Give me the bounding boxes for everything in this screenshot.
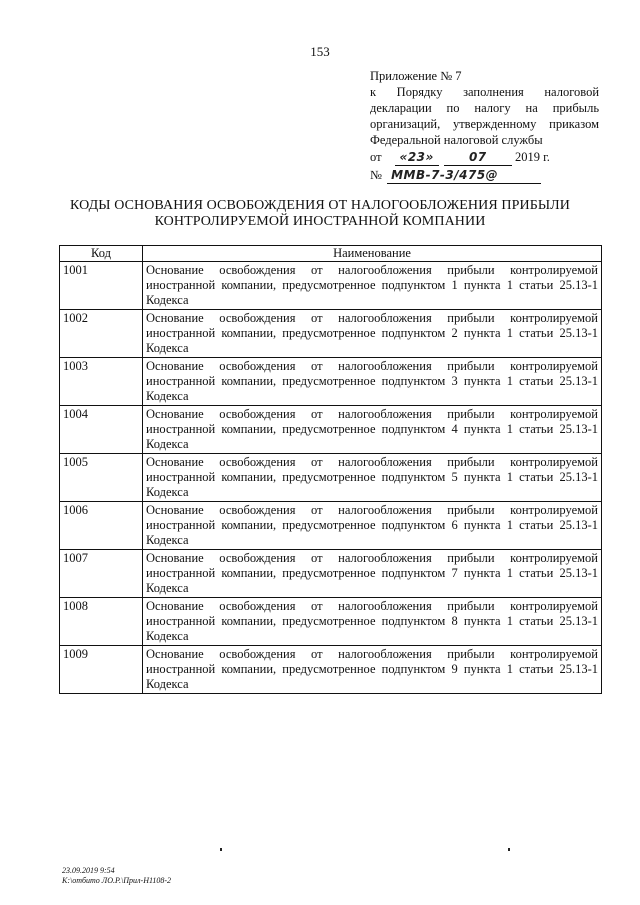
scan-mark (508, 848, 510, 851)
row-name: Основание освобождения от налогообложения прибыли контролируемой иностранной компании, предусмотренное подпунктом 4 пункта 1 статьи 25.13-1 Кодекса (143, 406, 602, 454)
appendix-line-5: Федеральной налоговой службы (370, 133, 543, 147)
table-row (60, 550, 602, 598)
order-number (370, 167, 599, 184)
date-year: 2019 г. (514, 150, 550, 164)
appendix-word: по (446, 101, 460, 115)
row-code: 1003 (60, 358, 143, 406)
row-name: Основание освобождения от налогообложения прибыли контролируемой иностранной компании, предусмотренное подпунктом 3 пункта 1 статьи 25.13-1 Кодекса (143, 358, 602, 406)
row-code: 1002 (60, 310, 143, 358)
appendix-word: организаций, (370, 117, 441, 131)
page-number: 153 (310, 44, 330, 59)
row-name: Основание освобождения от налогообложения прибыли контролируемой иностранной компании, предусмотренное подпунктом 5 пункта 1 статьи 25.13-1 Кодекса (143, 454, 602, 502)
codes-table (59, 245, 602, 694)
number-prefix: № (370, 168, 382, 182)
appendix-line-2 (370, 84, 599, 100)
title-line-2: КОНТРОЛИРУЕМОЙ ИНОСТРАННОЙ КОМПАНИИ (154, 214, 486, 229)
appendix-word: к (370, 85, 377, 99)
title-line-1: КОДЫ ОСНОВАНИЯ ОСВОБОЖДЕНИЯ ОТ НАЛОГООБЛОЖЕНИЯ ПРИБЫЛИ (70, 198, 570, 213)
row-code: 1008 (60, 598, 143, 646)
table-row (60, 598, 602, 646)
print-footer (62, 866, 171, 886)
scan-mark (220, 848, 222, 851)
table-row (60, 262, 602, 310)
date-prefix: от (370, 150, 382, 164)
table-row (60, 646, 602, 694)
row-code: 1004 (60, 406, 143, 454)
table-row (60, 358, 602, 406)
appendix-word: декларации (370, 101, 432, 115)
date-month: 07 (444, 149, 512, 166)
table-row (60, 310, 602, 358)
row-code: 1009 (60, 646, 143, 694)
row-code: 1005 (60, 454, 143, 502)
row-name: Основание освобождения от налогообложения прибыли контролируемой иностранной компании, предусмотренное подпунктом 9 пункта 1 статьи 25.13-1 Кодекса (143, 646, 602, 694)
appendix-title: Приложение № 7 (370, 69, 462, 83)
appendix-line-3 (370, 100, 599, 116)
appendix-word: на (525, 101, 538, 115)
order-date (370, 149, 599, 166)
row-name: Основание освобождения от налогообложения прибыли контролируемой иностранной компании, предусмотренное подпунктом 6 пункта 1 статьи 25.13-1 Кодекса (143, 502, 602, 550)
appendix-block (370, 68, 599, 184)
header-code: Код (60, 246, 143, 262)
header-name: Наименование (143, 246, 602, 262)
table-row (60, 502, 602, 550)
row-name: Основание освобождения от налогообложения прибыли контролируемой иностранной компании, предусмотренное подпунктом 2 пункта 1 статьи 25.13-1 Кодекса (143, 310, 602, 358)
appendix-word: приказом (549, 117, 599, 131)
table-row (60, 454, 602, 502)
appendix-word: заполнения (463, 85, 524, 99)
row-code: 1007 (60, 550, 143, 598)
number-value: ММВ-7-3/475@ (387, 167, 541, 184)
appendix-word: налоговой (544, 85, 600, 99)
date-day: «23» (395, 149, 439, 166)
appendix-word: Порядку (396, 85, 443, 99)
footer-timestamp: 23.09.2019 9:54 (62, 866, 115, 875)
row-name: Основание освобождения от налогообложения прибыли контролируемой иностранной компании, предусмотренное подпунктом 7 пункта 1 статьи 25.13-1 Кодекса (143, 550, 602, 598)
appendix-line-4 (370, 116, 599, 132)
appendix-word: налогу (474, 101, 511, 115)
document-title (0, 198, 640, 230)
footer-file-path: К:\отбито ЛО.Р.\Прил-Н1108-2 (62, 876, 172, 885)
row-code: 1001 (60, 262, 143, 310)
appendix-word: утвержденному (452, 117, 537, 131)
row-name: Основание освобождения от налогообложения прибыли контролируемой иностранной компании, предусмотренное подпунктом 1 пункта 1 статьи 25.13-1 Кодекса (143, 262, 602, 310)
row-code: 1006 (60, 502, 143, 550)
appendix-word: прибыль (552, 101, 600, 115)
table-header-row (60, 246, 602, 262)
row-name: Основание освобождения от налогообложения прибыли контролируемой иностранной компании, предусмотренное подпунктом 8 пункта 1 статьи 25.13-1 Кодекса (143, 598, 602, 646)
table-row (60, 406, 602, 454)
